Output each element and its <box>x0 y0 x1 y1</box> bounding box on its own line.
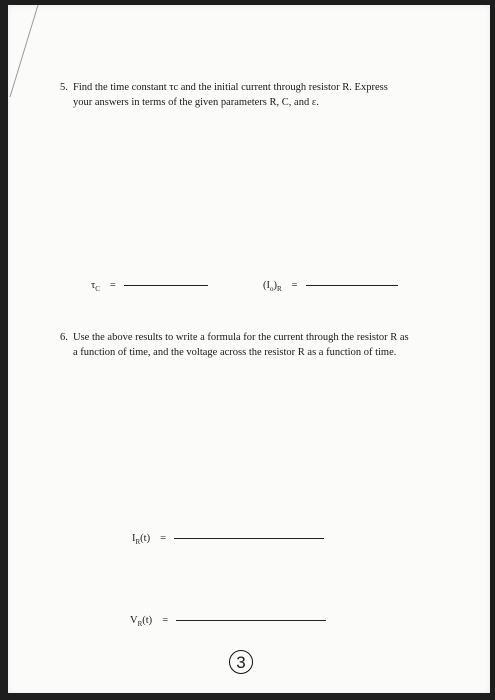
tau-c-equals: = <box>109 280 116 291</box>
question-5-line-1: Find the time constant τc and the initial current through resistor R. Express <box>73 82 388 93</box>
initial-current-answer-blank[interactable] <box>306 284 398 286</box>
question-6-line-1: Use the above results to write a formula for the current through the resistor R as <box>73 332 409 343</box>
initial-current-label: $(I_o)_R$ <box>263 280 282 294</box>
vr-equals: = <box>162 615 169 626</box>
page-number-circle: 3 <box>229 650 253 674</box>
question-5-number: 5. <box>60 82 68 93</box>
vr-label: $V_R(t)$ <box>130 615 153 629</box>
ir-answer-blank[interactable] <box>174 537 324 539</box>
tau-c-answer-blank[interactable] <box>124 284 208 286</box>
worksheet-page <box>8 5 490 693</box>
question-5 <box>60 80 480 110</box>
question-6-number: 6. <box>60 332 68 343</box>
paper-fold-mark <box>8 5 48 105</box>
vr-answer-row <box>130 615 326 628</box>
question-6 <box>60 330 485 360</box>
tau-c-label: $\tau_C$ <box>91 280 100 294</box>
ir-label: $I_R(t)$ <box>132 533 151 547</box>
ir-equals: = <box>160 533 167 544</box>
initial-current-equals: = <box>291 280 298 291</box>
question-6-line-2: a function of time, and the voltage across the resistor R as a function of time. <box>73 347 397 358</box>
tau-c-answer-row <box>91 280 208 293</box>
question-5-line-2: your answers in terms of the given parameters R, C, and ε. <box>73 97 319 108</box>
ir-answer-row <box>132 533 324 546</box>
vr-answer-blank[interactable] <box>176 619 326 621</box>
initial-current-answer-row <box>263 280 398 293</box>
